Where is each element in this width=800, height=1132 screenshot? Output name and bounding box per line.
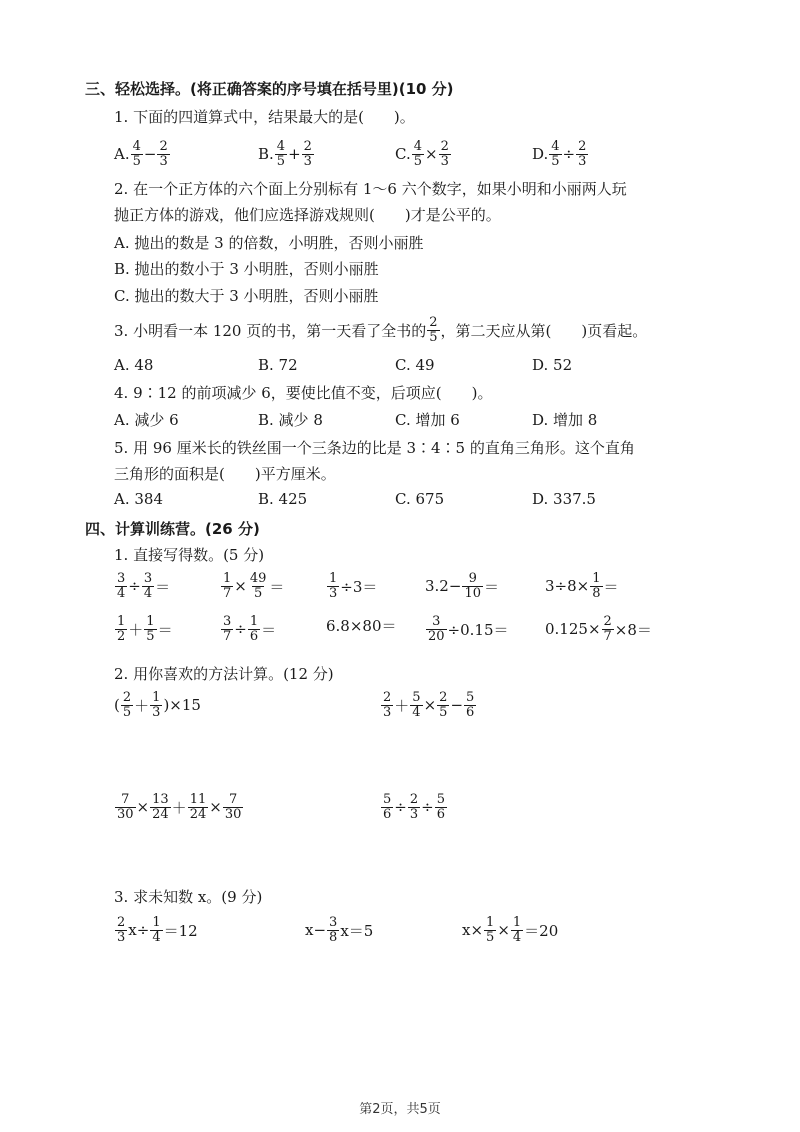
- q4-option-b[interactable]: B. 减少 8: [258, 411, 323, 429]
- fraction: $\frac{1}{4}$: [152, 915, 161, 945]
- expr-text: ÷: [421, 798, 434, 817]
- fraction: $\frac{1}{3}$: [329, 571, 338, 601]
- expr-text: ＋: [128, 620, 144, 639]
- fraction: $\frac{3}{20}$: [428, 614, 445, 644]
- p3-title: 3. 求未知数 x。(9 分): [114, 888, 263, 906]
- calc-expr-3: [114, 793, 244, 821]
- fraction: $\frac{49}{5}$: [249, 571, 267, 601]
- expr-text: x−: [305, 921, 327, 940]
- expr-text: 6.8×80＝: [326, 617, 397, 635]
- fraction: $\frac{2}{3}$: [578, 139, 587, 169]
- expr-text: x＝5: [340, 921, 374, 940]
- fraction: $\frac{2}{5}$: [439, 690, 448, 720]
- section-4-title: 四、计算训练营。(26 分): [85, 520, 260, 538]
- q4-option-a[interactable]: A. 减少 6: [114, 411, 179, 429]
- fraction: $\frac{2}{3}$: [440, 139, 449, 169]
- oral-calc-7: [220, 615, 276, 643]
- q5-option-c[interactable]: C. 675: [395, 490, 445, 508]
- q2-option-a[interactable]: A. 抛出的数是 3 的倍数，小明胜，否则小丽胜: [114, 234, 424, 252]
- q5-stem-line2: 三角形的面积是( )平方厘米。: [114, 465, 336, 483]
- equation-3: [462, 916, 558, 944]
- q3-option-a[interactable]: A. 48: [114, 356, 154, 374]
- fraction: $\frac{2}{3}$: [383, 690, 392, 720]
- expr-text: ＝: [269, 577, 285, 596]
- expr-text: ×: [209, 798, 222, 817]
- fraction: $\frac{2}{3}$: [409, 792, 419, 822]
- oral-calc-3: [326, 572, 377, 600]
- fraction: $\frac{3}{4}$: [143, 571, 153, 601]
- expr-text: x×: [462, 921, 484, 940]
- q3-stem-pre: 3. 小明看一本 120 页的书，第一天看了全书的: [114, 321, 427, 340]
- fraction: $\frac{3}{4}$: [117, 571, 126, 601]
- expr-text: )×15: [163, 696, 201, 715]
- fraction: $\frac{2}{3}$: [117, 915, 126, 945]
- fraction: $\frac{4}{5}$: [551, 139, 560, 169]
- fraction: $\frac{2}{3}$: [303, 139, 312, 169]
- q3-stem: [114, 316, 647, 344]
- oral-calc-6: [114, 615, 173, 643]
- q2-stem-line2: 抛正方体的游戏，他们应选择游戏规则( )才是公平的。: [114, 206, 501, 224]
- q5-option-d[interactable]: D. 337.5: [532, 490, 596, 508]
- expr-text: ×8＝: [614, 620, 652, 639]
- fraction: $\frac{11}{24}$: [189, 792, 207, 822]
- q4-stem: 4. 9∶12 的前项减少 6，要使比值不变，后项应( )。: [114, 384, 493, 402]
- oral-calc-2: [220, 572, 284, 600]
- q2-option-b[interactable]: B. 抛出的数小于 3 小明胜，否则小丽胜: [114, 260, 379, 278]
- q2-stem-line1: 2. 在一个正方体的六个面上分别标有 1～6 六个数字，如果小明和小丽两人玩: [114, 180, 627, 198]
- fraction: $\frac{13}{24}$: [152, 792, 169, 822]
- q5-option-b[interactable]: B. 425: [258, 490, 308, 508]
- expr-text: 3÷8×: [545, 577, 590, 596]
- fraction: $\frac{1}{4}$: [512, 915, 522, 945]
- calc-expr-4: [380, 793, 448, 821]
- fraction: $\frac{5}{6}$: [466, 690, 475, 720]
- fraction: $\frac{1}{6}$: [249, 614, 259, 644]
- expr-text: ×: [136, 798, 150, 817]
- q5-option-a[interactable]: A. 384: [114, 490, 163, 508]
- expr-text: ÷3＝: [340, 577, 378, 596]
- expr-text: ×: [497, 921, 510, 940]
- expr-text: 3.2−: [425, 577, 462, 596]
- q1-stem: 1. 下面的四道算式中，结果最大的是( )。: [114, 108, 415, 126]
- fraction: $\frac{5}{6}$: [383, 792, 392, 822]
- page-footer: 第2页，共5页: [359, 1102, 441, 1117]
- q2-option-c[interactable]: C. 抛出的数大于 3 小明胜，否则小丽胜: [114, 287, 379, 305]
- expr-text: ÷0.15＝: [447, 620, 509, 639]
- calc-expr-2: [380, 691, 477, 719]
- expr-text: (: [114, 696, 120, 715]
- fraction: $\frac{4}{5}$: [276, 139, 286, 169]
- fraction: $\frac{1}{5}$: [146, 614, 155, 644]
- expr-text: ＋: [171, 798, 187, 817]
- q3-option-b[interactable]: B. 72: [258, 356, 298, 374]
- expr-text: 0.125×: [545, 620, 601, 639]
- p2-title: 2. 用你喜欢的方法计算。(12 分): [114, 665, 334, 683]
- fraction: $\frac{5}{6}$: [436, 792, 445, 822]
- p1-title: 1. 直接写得数。(5 分): [114, 546, 265, 564]
- fraction: $\frac{1}{3}$: [152, 690, 161, 720]
- q1-option-b[interactable]: B. $\frac{4}{5}$ + $\frac{2}{3}$: [258, 139, 312, 169]
- fraction: $\frac{7}{30}$: [117, 792, 134, 822]
- fraction: $\frac{2}{5}$: [122, 690, 132, 720]
- expr-text: ＝: [483, 577, 499, 596]
- equation-1: [114, 916, 198, 944]
- calc-expr-1: [114, 691, 201, 719]
- fraction: $\frac{7}{30}$: [224, 792, 242, 822]
- q3-stem-post: ，第二天应从第( )页看起。: [440, 321, 648, 340]
- expr-text: ÷: [394, 798, 407, 817]
- oral-calc-1: [114, 572, 170, 600]
- expr-text: ＝: [157, 620, 173, 639]
- oral-calc-8: [326, 615, 397, 636]
- oral-calc-10: [545, 615, 652, 643]
- expr-text: ＝: [603, 577, 619, 596]
- fraction: $\frac{4}{5}$: [413, 139, 422, 169]
- fraction: $\frac{9}{10}$: [464, 571, 481, 601]
- expr-text: −: [450, 696, 464, 715]
- oral-calc-9: [425, 615, 509, 643]
- q1-option-d[interactable]: D. $\frac{4}{5}$ ÷ $\frac{2}{3}$: [532, 139, 587, 169]
- section-3-title: 三、轻松选择。(将正确答案的序号填在括号里)(10 分): [85, 80, 454, 98]
- q3-fraction: $\frac{2}{5}$: [429, 315, 438, 345]
- fraction: $\frac{1}{2}$: [117, 614, 126, 644]
- q3-option-d[interactable]: D. 52: [532, 356, 573, 374]
- fraction: $\frac{3}{8}$: [329, 915, 338, 945]
- expr-text: ＋: [134, 696, 150, 715]
- fraction: $\frac{3}{7}$: [223, 614, 232, 644]
- expr-text: ÷: [234, 620, 247, 639]
- fraction: $\frac{1}{8}$: [592, 571, 601, 601]
- expr-text: ＝12: [163, 921, 198, 940]
- fraction: $\frac{2}{7}$: [603, 614, 612, 644]
- q1-option-a[interactable]: A. $\frac{4}{5}$ − $\frac{2}{3}$: [114, 139, 168, 169]
- q5-stem-line1: 5. 用 96 厘米长的铁丝围一个三条边的比是 3∶4∶5 的直角三角形。这个直角: [114, 439, 635, 457]
- fraction: $\frac{5}{4}$: [412, 690, 421, 720]
- expr-text: ＝: [261, 620, 277, 639]
- expr-text: ×: [234, 577, 247, 596]
- expr-text: ÷: [128, 577, 141, 596]
- q4-option-c[interactable]: C. 增加 6: [395, 411, 460, 429]
- expr-text: ×: [423, 696, 437, 715]
- expr-text: ＋: [394, 696, 410, 715]
- expr-text: x÷: [128, 921, 150, 940]
- q4-option-d[interactable]: D. 增加 8: [532, 411, 598, 429]
- q1-option-c[interactable]: C. $\frac{4}{5}$ × $\frac{2}{3}$: [395, 139, 449, 169]
- fraction: $\frac{4}{5}$: [132, 139, 141, 169]
- oral-calc-4: [425, 572, 499, 600]
- equation-2: [305, 916, 373, 944]
- expr-text: ＝: [155, 577, 171, 596]
- fraction: $\frac{2}{3}$: [159, 139, 168, 169]
- fraction: $\frac{1}{5}$: [486, 915, 495, 945]
- fraction: $\frac{1}{7}$: [223, 571, 232, 601]
- q3-option-c[interactable]: C. 49: [395, 356, 435, 374]
- oral-calc-5: [545, 572, 619, 600]
- expr-text: ＝20: [524, 921, 559, 940]
